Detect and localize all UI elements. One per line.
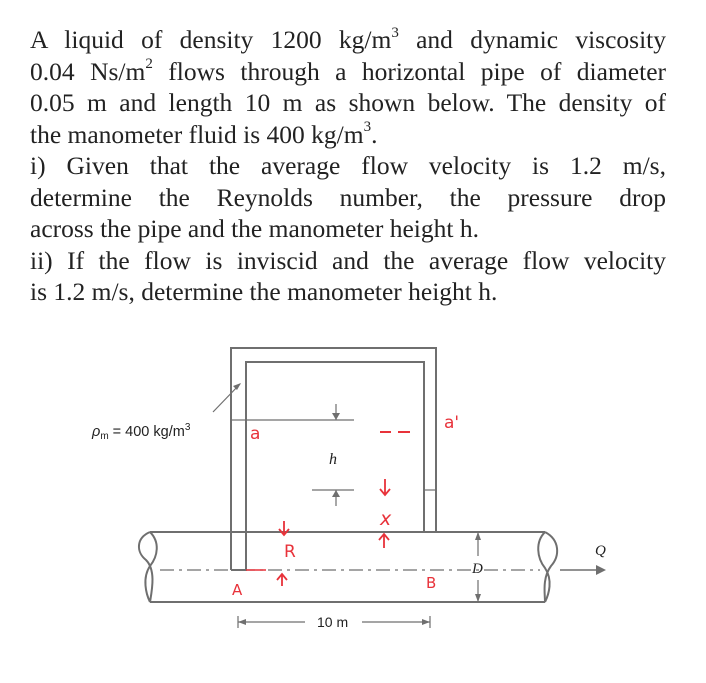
part-ii-line-2: is 1.2 m/s, determine the manometer height h. <box>30 277 498 306</box>
annot-a-right: a' <box>444 413 460 433</box>
problem-line-4: the manometer fluid is 400 $kg/m^3$. <box>30 119 378 149</box>
annot-R: R <box>284 542 296 562</box>
h-label: h <box>329 451 337 468</box>
annot-a-left: a <box>250 424 261 444</box>
diameter-label: D <box>472 561 483 577</box>
part-i-line-1: i) Given that the average flow velocity is 1.2 m/s, <box>30 151 666 180</box>
annot-x: x <box>380 508 392 530</box>
problem-line-3: 0.05 m and length 10 m as shown below. The density of <box>30 88 666 117</box>
annot-B: B <box>426 574 437 592</box>
annot-A: A <box>232 581 243 599</box>
annot-x-down-arrow <box>380 479 390 495</box>
annot-x-up-arrow <box>379 534 389 548</box>
problem-line-1: A liquid of density 1200 $kg/m^3$ and dynamic viscosity <box>30 24 666 54</box>
handwritten-annotations <box>232 413 459 599</box>
part-i-line-2: determine the Reynolds number, the pressure drop <box>30 182 666 212</box>
annot-r-up-arrow <box>277 574 287 586</box>
part-ii-line-1: ii) If the flow is inviscid and the average flow velocity <box>30 245 666 275</box>
part-i-line-3: across the pipe and the manometer height h. <box>30 214 479 243</box>
problem-line-2: 0.04 $Ns/m^2$ flows through a horizontal pipe of diameter <box>30 56 666 86</box>
length-label: 10 m <box>317 614 349 630</box>
density-label: $\rho_m = 400$ $kg/m^3$ <box>92 422 191 442</box>
flow-label: Q <box>595 543 606 559</box>
